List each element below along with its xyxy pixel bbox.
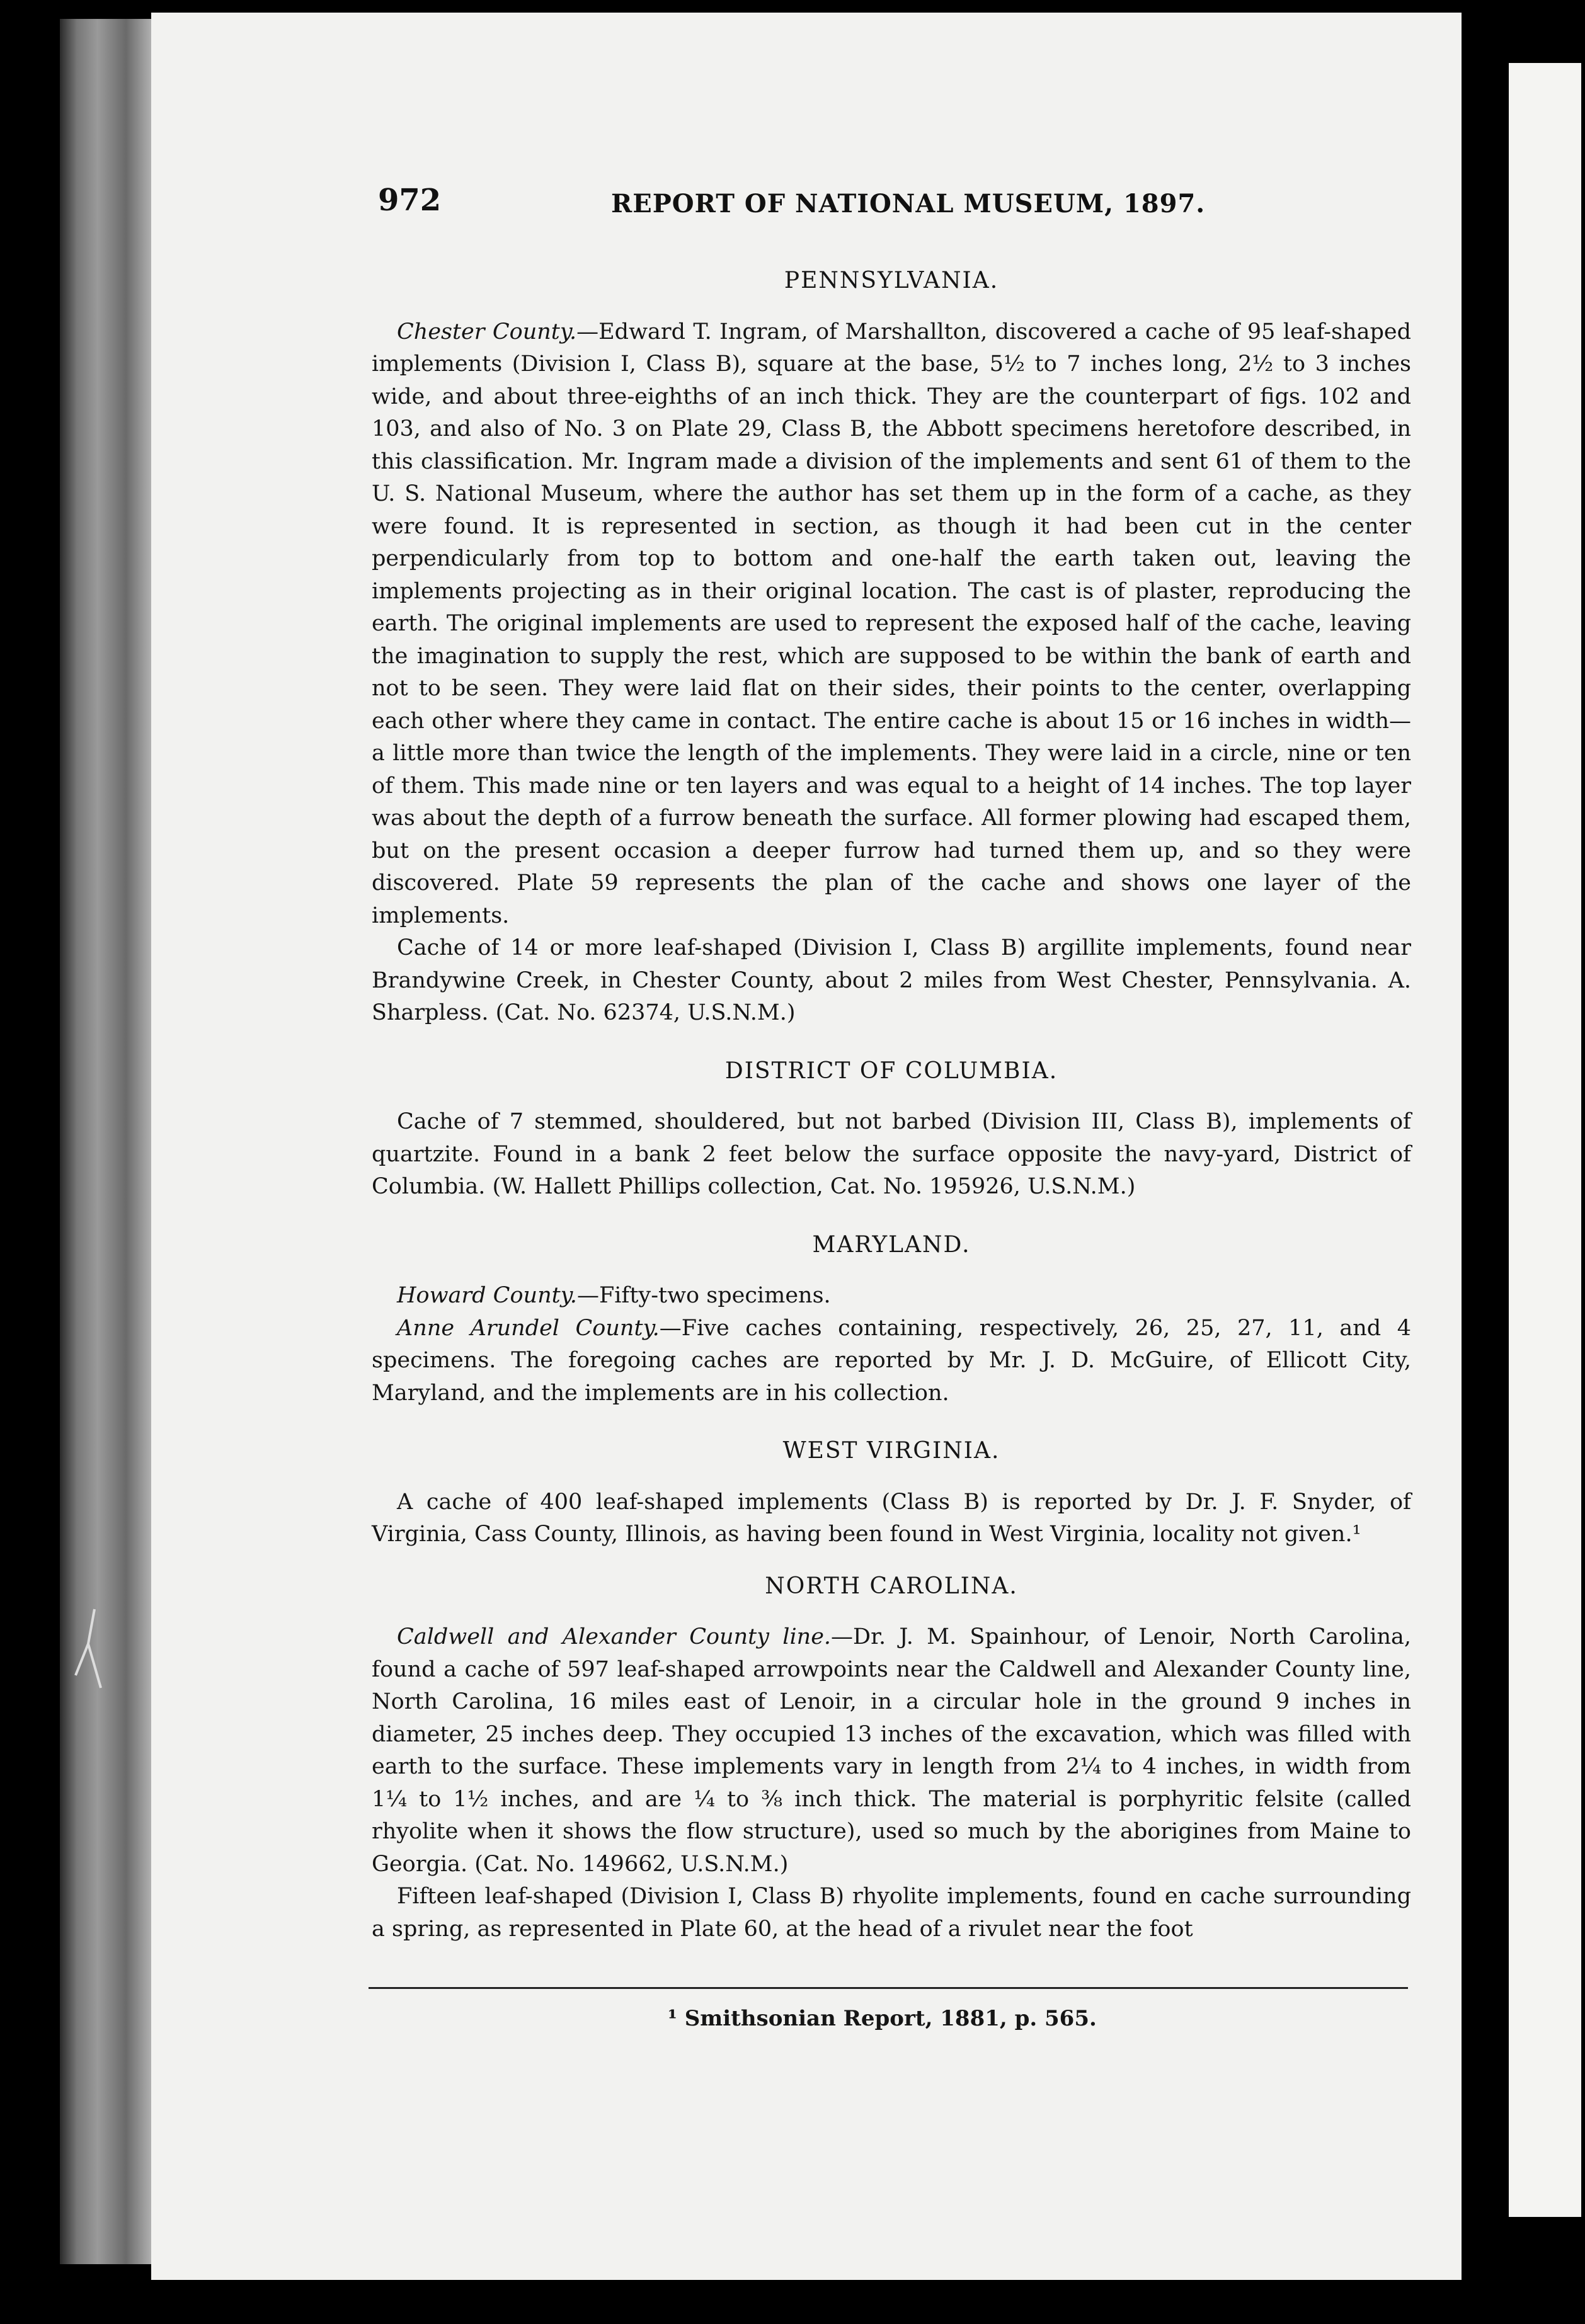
paragraph [372,1313,1411,1410]
paragraph-lead: Anne Arundel County. [397,1315,660,1341]
paragraph-text: —Fifty-two specimens. [576,1283,831,1308]
paragraph-text: Cache of 14 or more leaf-shaped (Division I, Class B) argillite implements, found near Brandywine Creek, in Chester County, about 2 miles from West Chester, Pennsylvania. A. Sharpless. (Cat. No. 62374, U.S.N.M.) [372,935,1411,1025]
paragraph [372,1621,1411,1881]
paragraph-text: A cache of 400 leaf-shaped implements (Class B) is reported by Dr. J. F. Snyder, of Virginia, Cass County, Illinois, as having been found in West Virginia, locality not given.¹ [372,1489,1411,1547]
paragraph-lead: Howard County. [397,1283,577,1308]
paragraph [372,1280,1411,1313]
paragraph-text: —Edward T. Ingram, of Marshallton, discovered a cache of 95 leaf-shaped implements (Division I, Class B), square at the base, 5½ to 7 inches long, 2½ to 3 inches wide, and about three-eighths of an inch thick. They are the counterpart of figs. 102 and 103, and also of No. 3 on Plate 29, Class B, the Abbott specimens heretofore described, in this classification. Mr. Ingram made a division of the implements and sent 61 of them to the U. S. National Museum, where the author has set them up in the form of a cache, as they were found. It is represented in section, as though it had been cut in the center perpendicularly from top to bottom and one-half the earth taken out, leaving the implements projecting as in their original location. The cast is of plaster, reproducing the earth. The original implements are used to represent the exposed half of the cache, leaving the imagination to supply the rest, which are supposed to be within the bank of earth and not to be seen. They were laid flat on their sides, their points to the center, overlapping each other where they came in contact. The entire cache is about 15 or 16 inches in width—a little more than twice the length of the implements. They were laid in a circle, nine or ten of them. This made nine or ten layers and was equal to a height of 14 inches. The top layer was about the depth of a furrow beneath the surface. All former plowing had escaped them, but on the present occasion a deeper furrow had turned them up, and so they were discovered. Plate 59 represents the plan of the cache and shows one layer of the implements. [372,319,1411,928]
paragraph [372,932,1411,1030]
section-heading-north-carolina: NORTH CAROLINA. [765,1573,1018,1599]
running-head-title: REPORT OF NATIONAL MUSEUM, 1897. [611,189,1206,219]
paragraph-text: Cache of 7 stemmed, shouldered, but not barbed (Division III, Class B), implements of quartzite. Found in a bank 2 feet below the surface opposite the navy-yard, District of Columbia. (W. Hallett Phillips collection, Cat. No. 195926, U.S.N.M.) [372,1109,1411,1199]
facing-page-edge [1509,63,1581,2217]
paragraph-text: Fifteen leaf-shaped (Division I, Class B) rhyolite implements, found en cache surrounding a spring, as represented in Plate 60, at the head of a rivulet near the foot [372,1884,1411,1942]
paragraph-text: —Five caches containing, respectively, 26, 25, 27, 11, and 4 specimens. The foregoing caches are reported by Mr. J. D. McGuire, of Ellicott City, Maryland, and the implements are in his collection. [372,1315,1411,1406]
footnote: ¹ Smithsonian Report, 1881, p. 565. [668,2006,1097,2031]
paragraph [372,1106,1411,1204]
footnote-rule [369,1987,1408,1989]
page-number: 972 [378,183,442,218]
section-heading-district-of-columbia: DISTRICT OF COLUMBIA. [724,1057,1058,1084]
paragraph [372,1881,1411,1945]
paragraph [372,316,1411,933]
page-body [372,265,1411,1945]
paragraph-lead: Chester County. [397,319,577,345]
section-heading-pennsylvania: PENNSYLVANIA. [784,268,999,293]
section-heading-west-virginia: WEST VIRGINIA. [782,1438,1000,1464]
pencil-mark-icon [69,1606,107,1694]
paragraph-lead: Caldwell and Alexander County line. [397,1624,832,1649]
section-heading-maryland: MARYLAND. [812,1231,971,1258]
book-page-edges [60,19,154,2264]
paragraph-text: —Dr. J. M. Spainhour, of Lenoir, North Carolina, found a cache of 597 leaf-shaped arrowpoints near the Caldwell and Alexander County line, North Carolina, 16 miles east of Lenoir, in a circular hole in the ground 9 inches in diameter, 25 inches deep. They occupied 13 inches of the excavation, which was filled with earth to the surface. These implements vary in length from 2¼ to 4 inches, in width from 1¼ to 1½ inches, and are ¼ to ⅜ inch thick. The material is porphyritic felsite (called rhyolite when it shows the flow structure), used so much by the aborigines from Maine to Georgia. (Cat. No. 149662, U.S.N.M.) [372,1624,1411,1877]
paragraph [372,1486,1411,1551]
